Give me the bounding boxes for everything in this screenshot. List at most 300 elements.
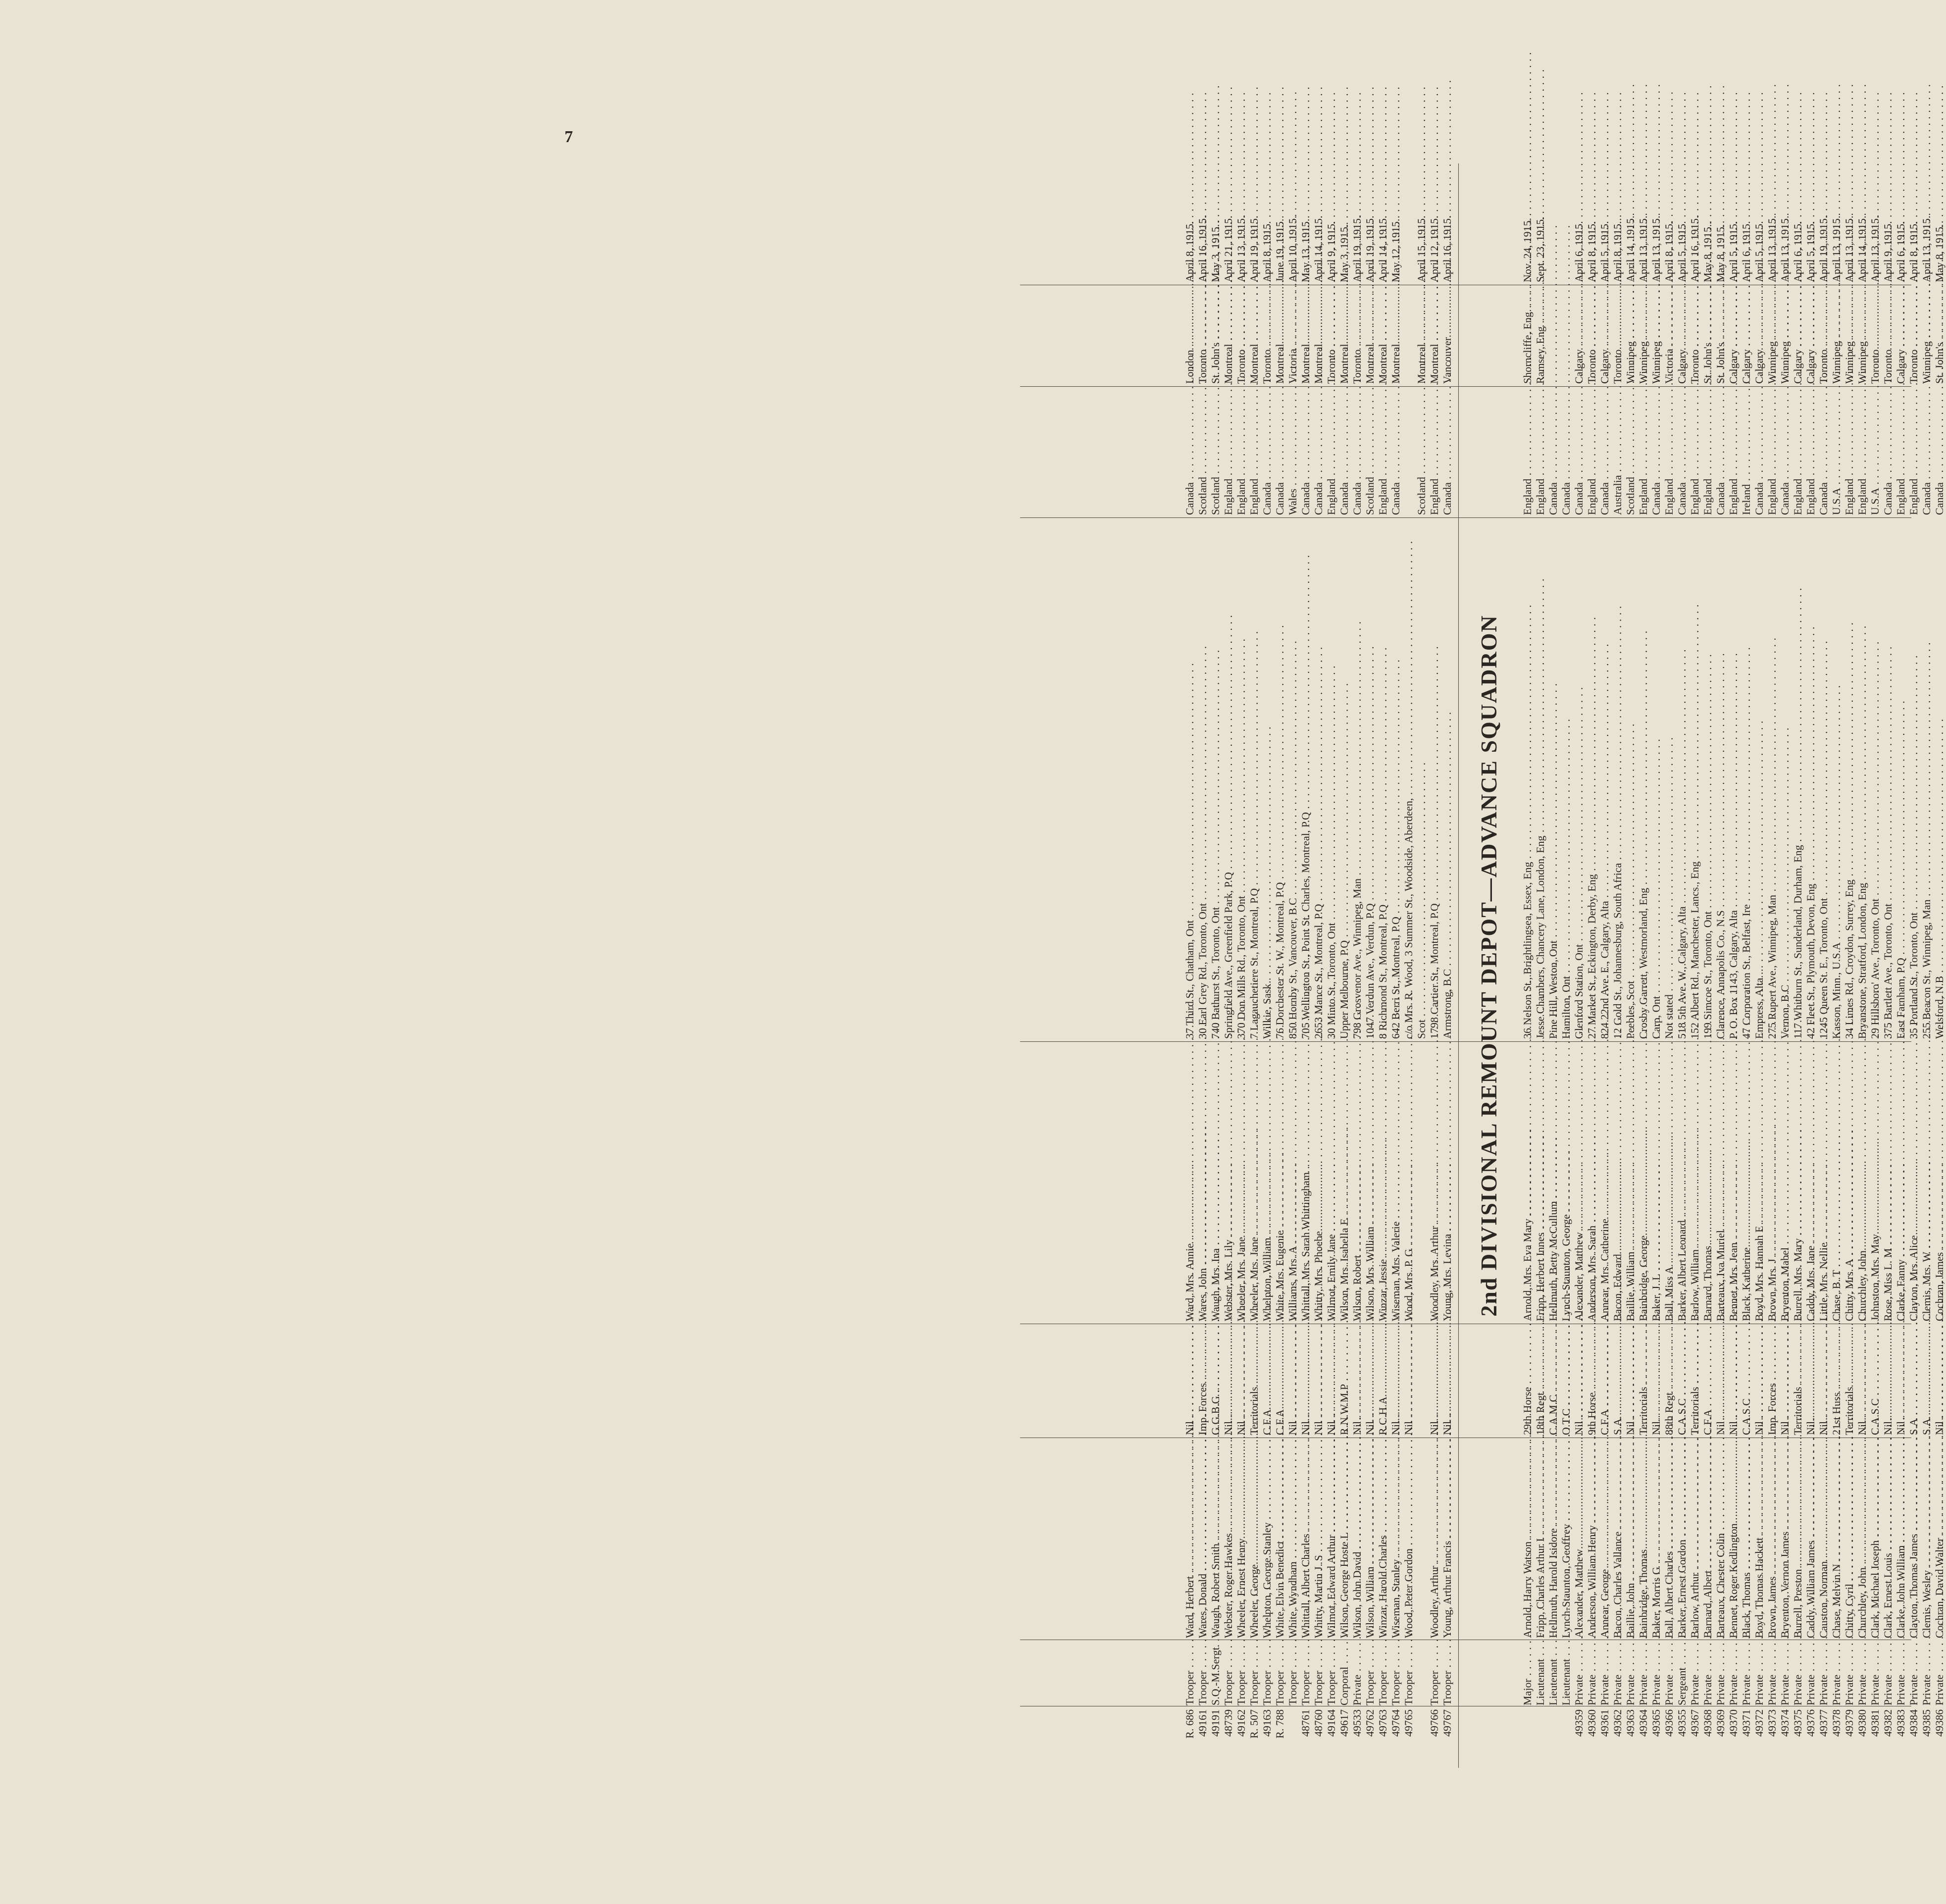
section-rule: [1458, 163, 1459, 1768]
cell-num: 48761: [1299, 1709, 1312, 1737]
table-row: [1727, 163, 1740, 1768]
page-number: 7: [564, 128, 573, 146]
cell-date: April 5, 1915.: [1598, 221, 1611, 282]
table-row: [1521, 163, 1534, 1768]
cell-enl: Montreal . . .: [1389, 287, 1402, 384]
cell-unit: Nil . . .: [1389, 1326, 1402, 1435]
table-row: [1209, 163, 1222, 1768]
cell-unit: 9th Horse . . .: [1586, 1326, 1598, 1435]
cell-date: April 19, 1915.: [1248, 215, 1260, 282]
cell-date: April 5, 1915.: [1676, 221, 1688, 282]
cell-date: April 19, 1915.: [1817, 215, 1830, 282]
section-heading: 2nd DIVISIONAL REMOUNT DEPOT—ADVANCE SQUADRON: [1476, 615, 1501, 1317]
cell-addr: Jesse Chambers, Chancery Lane, London, Eng . . .: [1534, 519, 1547, 1039]
cell-kin: Caddy, Mrs. Jane . . .: [1804, 1046, 1817, 1321]
cell-date: April 16, 1915.: [1441, 215, 1453, 282]
cell-name: Black, Thomas . . .: [1740, 1445, 1753, 1638]
cell-addr: 117 Whitburn St., Sunderland, Durham, Eng . . .: [1792, 519, 1804, 1039]
cell-born: England . . .: [1222, 389, 1235, 515]
cell-born: England . . .: [1534, 389, 1547, 515]
cell-name: Bainbridge, Thomas . . .: [1637, 1445, 1650, 1638]
cell-kin: Johnston, Mrs. May . . .: [1869, 1046, 1882, 1321]
table-row: [1714, 163, 1727, 1768]
cell-name: Cochran, David Walter . . .: [1933, 1445, 1946, 1638]
cell-name: Wiseman, Stanley . . .: [1389, 1445, 1402, 1638]
cell-date: April 6, 1915.: [1792, 221, 1804, 282]
cell-date: April 19, 1915.: [1351, 215, 1363, 282]
table-row: [1573, 163, 1586, 1768]
cell-addr: 740 Bathurst St., Toronto, Ont . . .: [1209, 519, 1222, 1039]
cell-num: 49763: [1377, 1709, 1389, 1737]
cell-num: 49373: [1766, 1709, 1778, 1737]
cell-addr: Not stated . . .: [1663, 519, 1676, 1039]
cell-kin: Baillie, William . . .: [1624, 1046, 1637, 1321]
cell-born: U.S.A . . .: [1869, 389, 1882, 515]
cell-name: Clark, Michael Joseph . . .: [1869, 1445, 1882, 1638]
cell-name: Bennet, Roger Kedlington . . .: [1727, 1445, 1740, 1638]
cell-num: 49384: [1907, 1709, 1920, 1737]
cell-unit: Nil . . .: [1714, 1326, 1727, 1435]
cell-date: April 5, 1915.: [1753, 221, 1765, 282]
cell-date: April 13, 1915.: [1766, 215, 1778, 282]
cell-name: Churchley, John . . .: [1856, 1445, 1869, 1638]
cell-date: April 5, 1915.: [1804, 221, 1817, 282]
cell-addr: Welsford, N.B . . .: [1933, 519, 1946, 1039]
cell-name: Annear, George . . .: [1598, 1445, 1611, 1638]
table-row: [1183, 163, 1196, 1768]
cell-num: 49380: [1856, 1709, 1868, 1737]
cell-date: April 13, 1915.: [1235, 215, 1247, 282]
cell-addr: Scot . . .: [1415, 519, 1428, 1039]
cell-enl: St. John's . . .: [1701, 287, 1714, 384]
cell-unit: Nil . . .: [1650, 1326, 1663, 1435]
table-group-1: [1183, 163, 1454, 1768]
cell-enl: Winnipeg . . .: [1766, 287, 1779, 384]
cell-enl: Toronto . . .: [1882, 287, 1895, 384]
cell-addr: Clarence, Annapolis Co., N.S . . .: [1714, 519, 1727, 1039]
cell-name: Brown, James . . .: [1766, 1445, 1779, 1638]
cell-name: Clemis, Wesley . . .: [1920, 1445, 1933, 1638]
cell-rank: Trooper . . .: [1402, 1641, 1415, 1705]
cell-name: Burrell, Preston . . .: [1792, 1445, 1804, 1638]
cell-rank: Private . . .: [1907, 1641, 1920, 1705]
cell-name: Barteaux, Chester Colin . . .: [1714, 1445, 1727, 1638]
cell-enl: Calgary . . .: [1598, 287, 1611, 384]
cell-kin: Bryenton, Mabel . . .: [1779, 1046, 1792, 1321]
cell-rank: Private . . .: [1650, 1641, 1663, 1705]
cell-kin: Barlow, William . . .: [1689, 1046, 1701, 1321]
cell-date: May 8, 1915.: [1714, 224, 1727, 282]
cell-addr: 1798 Cartier St., Montreal, P.Q . . .: [1428, 519, 1441, 1039]
cell-born: Canada . . .: [1261, 389, 1274, 515]
cell-addr: Empress, Alta . . .: [1753, 519, 1766, 1039]
cell-rank: Trooper . . .: [1299, 1641, 1312, 1705]
cell-date: April 8, 1915.: [1907, 221, 1920, 282]
cell-addr: 375 Bartlett Ave., Toronto, Ont . . .: [1882, 519, 1895, 1039]
table-row: [1222, 163, 1235, 1768]
cell-kin: Wilson, Robert . . .: [1351, 1046, 1364, 1321]
cell-kin: Brown, Mrs. J . . .: [1766, 1046, 1779, 1321]
cell-rank: Trooper . . .: [1274, 1641, 1286, 1705]
cell-kin: Wood, Mrs. P. G . . .: [1402, 1046, 1415, 1321]
cell-enl: Victoria . . .: [1663, 287, 1676, 384]
cell-born: Canada . . .: [1547, 389, 1560, 515]
table-row: [1856, 163, 1869, 1768]
cell-addr: 642 Berri St., Montreal, P.Q . . .: [1389, 519, 1402, 1039]
table-row: [1920, 163, 1933, 1768]
table-row: [1338, 163, 1351, 1768]
cell-num: 49372: [1753, 1709, 1765, 1737]
cell-enl: Toronto . . .: [1689, 287, 1701, 384]
cell-name: Fripp, Charles Arthur I . . .: [1534, 1445, 1547, 1638]
cell-name: Bryenton, Vernon James . . .: [1779, 1445, 1792, 1638]
cell-unit: Nil . . .: [1286, 1326, 1299, 1435]
table-row: [1753, 163, 1766, 1768]
cell-date: April 14, 1915.: [1377, 215, 1389, 282]
cell-addr: Wilkie, Sask . . .: [1261, 519, 1274, 1039]
cell-unit: G.G.B.G . . .: [1209, 1326, 1222, 1435]
cell-kin: Barker, Albert Leonard . . .: [1676, 1046, 1689, 1321]
cell-unit: C.A.M.C . . .: [1547, 1326, 1560, 1435]
cell-enl: Toronto . . .: [1611, 287, 1624, 384]
cell-born: Australia . . .: [1611, 389, 1624, 515]
cell-born: England . . .: [1766, 389, 1779, 515]
cell-born: England . . .: [1856, 389, 1869, 515]
cell-born: England . . .: [1895, 389, 1907, 515]
cell-num: 49378: [1830, 1709, 1843, 1737]
cell-name: Causton, Norman . . .: [1817, 1445, 1830, 1638]
cell-date: April 13, 1915.: [1779, 215, 1791, 282]
cell-born: England . . .: [1586, 389, 1598, 515]
cell-date: April 13, 1915.: [1843, 215, 1855, 282]
cell-enl: Montreal . . .: [1312, 287, 1325, 384]
cell-unit: Nil . . .: [1727, 1326, 1740, 1435]
cell-unit: Nil . . .: [1364, 1326, 1377, 1435]
cell-date: April 8, 1915.: [1261, 221, 1273, 282]
cell-kin: Whittall, Mrs. Sarah Whittingham . . .: [1299, 1046, 1312, 1321]
cell-rank: Private . . .: [1351, 1641, 1364, 1705]
cell-num: 49381: [1869, 1709, 1881, 1737]
cell-enl: Calgary . . .: [1804, 287, 1817, 384]
cell-unit: 88th Regt . . .: [1663, 1326, 1676, 1435]
cell-addr: 1047 Verdun Ave., Verdun, P.Q . . .: [1364, 519, 1377, 1039]
cell-rank: Private . . .: [1573, 1641, 1586, 1705]
cell-rank: Private . . .: [1740, 1641, 1753, 1705]
cell-name: Lynch-Staunton, Geoffrey . . .: [1560, 1445, 1573, 1638]
cell-addr: 370 Don Mills Rd., Toronto, Ont . . .: [1235, 519, 1248, 1039]
cell-name: Whelpton, George Stanley . . .: [1261, 1445, 1274, 1638]
cell-unit: 29th Horse . . .: [1521, 1326, 1534, 1435]
cell-born: England . . .: [1521, 389, 1534, 515]
cell-kin: Black, Katherine . . .: [1740, 1046, 1753, 1321]
cell-addr: 76 Dorchester St. W., Montreal, P.Q . . .: [1274, 519, 1286, 1039]
cell-rank: Private . . .: [1701, 1641, 1714, 1705]
table-row: [1235, 163, 1248, 1768]
table-row: [1933, 163, 1946, 1768]
cell-num: 49767: [1441, 1709, 1453, 1737]
cell-kin: Wilmot, Emily Jane . . .: [1325, 1046, 1338, 1321]
cell-kin: Anderson, Mrs. Sarah . . .: [1586, 1046, 1598, 1321]
cell-enl: Calgary . . .: [1792, 287, 1804, 384]
cell-born: England . . .: [1377, 389, 1389, 515]
cell-rank: S.Q.-M.Sergt. . . .: [1209, 1641, 1222, 1705]
cell-date: April 12, 1915.: [1428, 215, 1440, 282]
cell-unit: Nil . . .: [1299, 1326, 1312, 1435]
cell-born: Canada . . .: [1779, 389, 1792, 515]
cell-unit: Territorials . . .: [1689, 1326, 1701, 1435]
table-row: [1441, 163, 1454, 1768]
cell-unit: Nil . . .: [1183, 1326, 1196, 1435]
cell-enl: Calgary . . .: [1573, 287, 1586, 384]
cell-date: April 14, 1915.: [1856, 215, 1868, 282]
cell-date: April 10, 1915.: [1286, 215, 1299, 282]
cell-name: Hellmuth, Harold Isidore . . .: [1547, 1445, 1560, 1638]
cell-unit: Imp. Forces . . .: [1766, 1326, 1779, 1435]
cell-enl: Winnipeg . . .: [1843, 287, 1856, 384]
cell-name: Woodley, Arthur . . .: [1428, 1445, 1441, 1638]
cell-unit: Nil . . .: [1856, 1326, 1869, 1435]
cell-enl: Winnipeg . . .: [1650, 287, 1663, 384]
cell-addr: Pine Hill, Weston, Ont . . .: [1547, 519, 1560, 1039]
cell-unit: Nil . . .: [1235, 1326, 1248, 1435]
cell-name: Baillie, John . . .: [1624, 1445, 1637, 1638]
cell-num: 49386: [1933, 1709, 1946, 1737]
cell-born: England . . .: [1792, 389, 1804, 515]
cell-born: Canada . . .: [1389, 389, 1402, 515]
rotated-page-content: [1020, 163, 1946, 1768]
cell-unit: C.A.S.C . . .: [1740, 1326, 1753, 1435]
cell-unit: C.A.S.C . . .: [1869, 1326, 1882, 1435]
cell-unit: Nil . . .: [1325, 1326, 1338, 1435]
cell-enl: Montreal . . .: [1338, 287, 1351, 384]
cell-date: May 8, 1915.: [1933, 224, 1946, 282]
cell-kin: Williams, Mrs. A . . .: [1286, 1046, 1299, 1321]
cell-num: 49385: [1920, 1709, 1933, 1737]
cell-enl: Winnipeg . . .: [1624, 287, 1637, 384]
cell-date: April 14, 1915.: [1312, 215, 1325, 282]
cell-enl: London . . .: [1183, 287, 1196, 384]
cell-born: Wales . . .: [1286, 389, 1299, 515]
cell-enl: Ramsey, Eng . . .: [1534, 287, 1547, 384]
cell-date: April 8, 1915.: [1586, 221, 1598, 282]
cell-rank: Private . . .: [1882, 1641, 1895, 1705]
cell-num: 49364: [1637, 1709, 1649, 1737]
cell-name: Barlow, Arthur . . .: [1689, 1445, 1701, 1638]
cell-num: 49766: [1428, 1709, 1440, 1737]
cell-date: Nov. 24, 1915.: [1521, 218, 1534, 282]
cell-addr: 798 Grosvenor Ave., Winnipeg, Man . . .: [1351, 519, 1364, 1039]
cell-enl: Montreal . . .: [1274, 287, 1286, 384]
cell-kin: Bennet, Mrs. Jean . . .: [1727, 1046, 1740, 1321]
cell-rank: Private . . .: [1920, 1641, 1933, 1705]
cell-date: April 6, 1915.: [1895, 221, 1907, 282]
cell-kin: Young, Mrs. Levina . . .: [1441, 1046, 1454, 1321]
cell-num: 49362: [1611, 1709, 1624, 1737]
cell-rank: Private . . .: [1624, 1641, 1637, 1705]
cell-enl: Montreal . . .: [1222, 287, 1235, 384]
cell-unit: Nil . . .: [1779, 1326, 1792, 1435]
cell-rank: Private . . .: [1766, 1641, 1779, 1705]
table-row: [1779, 163, 1792, 1768]
cell-unit: R.N.W.M.P . . .: [1338, 1326, 1351, 1435]
cell-date: April 8, 1915.: [1183, 221, 1196, 282]
cell-enl: Calgary . . .: [1753, 287, 1766, 384]
cell-name: Winzar, Harold Charles . . .: [1377, 1445, 1389, 1638]
cell-rank: Sergeant . . .: [1676, 1641, 1689, 1705]
cell-rank: Trooper . . .: [1325, 1641, 1338, 1705]
cell-addr: Bryanstone, Stratford, London, Eng . . .: [1856, 519, 1869, 1039]
cell-enl: St. John's . . .: [1714, 287, 1727, 384]
cell-rank: Private . . .: [1637, 1641, 1650, 1705]
cell-date: May 12, 1915.: [1389, 218, 1402, 282]
cell-rank: Trooper . . .: [1235, 1641, 1248, 1705]
table-row: [1817, 163, 1830, 1768]
table-row: [1325, 163, 1338, 1768]
cell-date: April 8, 1915.: [1611, 221, 1624, 282]
cell-kin: Woodley, Mrs. Arthur . . .: [1428, 1046, 1441, 1321]
cell-addr: Armstrong, B.C . . .: [1441, 519, 1454, 1039]
cell-addr: 255 Beacon St., Winnipeg, Man . . .: [1920, 519, 1933, 1039]
cell-addr: 824 22nd Ave. E., Calgary, Alta . . .: [1598, 519, 1611, 1039]
cell-born: England . . .: [1663, 389, 1676, 515]
table-row: [1534, 163, 1547, 1768]
cell-num: 49191: [1209, 1709, 1222, 1737]
cell-name: White, Elvin Benedict . . .: [1274, 1445, 1286, 1638]
cell-kin: Burrell, Mrs. Mary . . .: [1792, 1046, 1804, 1321]
cell-kin: Wiseman, Mrs. Valerie . . .: [1389, 1046, 1402, 1321]
cell-num: 49371: [1740, 1709, 1752, 1737]
cell-born: England . . .: [1689, 389, 1701, 515]
cell-rank: Trooper . . .: [1377, 1641, 1389, 1705]
cell-addr: c/o Mrs. R. Wood, 3 Summer St., Woodside, Aberdeen, . . .: [1402, 519, 1415, 1039]
cell-num: 49368: [1701, 1709, 1714, 1737]
cell-born: England . . .: [1804, 389, 1817, 515]
cell-unit: 21st Huss . . .: [1830, 1326, 1843, 1435]
cell-rank: Trooper . . .: [1183, 1641, 1196, 1705]
table-row: [1377, 163, 1389, 1768]
cell-num: 49355: [1676, 1709, 1688, 1737]
cell-enl: Montreal . . .: [1428, 287, 1441, 384]
cell-num: 49765: [1402, 1709, 1415, 1737]
table-row: [1196, 163, 1209, 1768]
table-row: [1766, 163, 1779, 1768]
cell-born: Canada . . .: [1817, 389, 1830, 515]
cell-rank: Private . . .: [1792, 1641, 1804, 1705]
cell-num: 49374: [1779, 1709, 1791, 1737]
cell-addr: Springfield Ave., Greenfield Park, P.Q . . .: [1222, 519, 1235, 1039]
cell-unit: Nil . . .: [1351, 1326, 1364, 1435]
cell-addr: 705 Wellington St., Point St. Charles, Montreal, P.Q . . .: [1299, 519, 1312, 1039]
cell-born: Canada . . .: [1441, 389, 1454, 515]
cell-num: R. 507: [1248, 1709, 1260, 1739]
cell-kin: Boyd, Mrs. Hannah E . . .: [1753, 1046, 1766, 1321]
cell-addr: 2653 Mance St., Montreal, P.Q . . .: [1312, 519, 1325, 1039]
cell-rank: Trooper . . .: [1196, 1641, 1209, 1705]
table-group-2: [1521, 163, 1946, 1768]
cell-name: White, Wyndham . . .: [1286, 1445, 1299, 1638]
cell-kin: Churchley, John . . .: [1856, 1046, 1869, 1321]
cell-unit: Nil . . .: [1804, 1326, 1817, 1435]
cell-enl: Victoria . . .: [1286, 287, 1299, 384]
cell-name: Ward, Herbert . . .: [1183, 1445, 1196, 1638]
cell-enl: Calgary . . .: [1676, 287, 1689, 384]
cell-kin: Winzar, Jessie . . .: [1377, 1046, 1389, 1321]
cell-date: April 6, 1915.: [1573, 221, 1585, 282]
cell-addr: 30 Minto St., Toronto, Ont . . .: [1325, 519, 1338, 1039]
cell-name: Chitty, Cyril . . .: [1843, 1445, 1856, 1638]
cell-kin: Chase, B. T . . .: [1830, 1046, 1843, 1321]
cell-enl: Calgary . . .: [1895, 287, 1907, 384]
cell-num: 49376: [1804, 1709, 1817, 1737]
cell-addr: 42 Fleet St., Plymouth, Devon, Eng . . .: [1804, 519, 1817, 1039]
cell-date: April 6, 1915.: [1740, 221, 1752, 282]
cell-kin: Whitty, Mrs. Phoebe . . .: [1312, 1046, 1325, 1321]
cell-num: 49369: [1714, 1709, 1727, 1737]
cell-enl: Winnipeg . . .: [1920, 287, 1933, 384]
table-row: [1804, 163, 1817, 1768]
cell-enl: Montreal . . .: [1248, 287, 1261, 384]
cell-num: 49762: [1364, 1709, 1376, 1737]
cell-kin: Waugh, Mrs. Ina . . .: [1209, 1046, 1222, 1321]
cell-date: April 13, 1915.: [1869, 215, 1881, 282]
cell-date: June 19, 1915.: [1274, 218, 1286, 282]
cell-date: April 13, 1915.: [1637, 215, 1649, 282]
cell-unit: C.F.A . . .: [1274, 1326, 1286, 1435]
cell-kin: White, Mrs. Eugenie . . .: [1274, 1046, 1286, 1321]
cell-rank: Private . . .: [1663, 1641, 1676, 1705]
cell-unit: Nil . . .: [1624, 1326, 1637, 1435]
cell-addr: 29 Hillsboro' Ave., Toronto, Ont . . .: [1869, 519, 1882, 1039]
cell-name: Caddy, William James . . .: [1804, 1445, 1817, 1638]
cell-name: Anderson, William Henry . . .: [1586, 1445, 1598, 1638]
cell-unit: Nil . . .: [1933, 1326, 1946, 1435]
cell-num: 49161: [1196, 1709, 1209, 1737]
cell-rank: Trooper . . .: [1312, 1641, 1325, 1705]
table-row: [1869, 163, 1882, 1768]
cell-kin: Baker, J. L . . .: [1650, 1046, 1663, 1321]
cell-kin: Clayton, Mrs. Alice . . .: [1907, 1046, 1920, 1321]
cell-born: England . . .: [1235, 389, 1248, 515]
table-row: [1428, 163, 1441, 1768]
cell-addr: Glenford Station, Ont . . .: [1573, 519, 1586, 1039]
cell-born: England . . .: [1637, 389, 1650, 515]
cell-name: Bacon, Charles Vallance . . .: [1611, 1445, 1624, 1638]
cell-born: Canada . . .: [1299, 389, 1312, 515]
cell-kin: Clarke, Fanny . . .: [1895, 1046, 1907, 1321]
cell-rank: Lieutenant . . .: [1547, 1641, 1560, 1705]
cell-unit: Nil . . .: [1817, 1326, 1830, 1435]
cell-kin: Wheeler, Mrs. Jane . . .: [1248, 1046, 1261, 1321]
table-row: [1882, 163, 1895, 1768]
cell-born: Canada . . .: [1560, 389, 1573, 515]
cell-name: Waugh, Robert Smith . . .: [1209, 1445, 1222, 1638]
cell-num: 49375: [1792, 1709, 1804, 1737]
cell-name: Arnold, Harry Watson . . .: [1521, 1445, 1534, 1638]
cell-rank: Private . . .: [1714, 1641, 1727, 1705]
table-row: [1364, 163, 1377, 1768]
cell-rank: Trooper . . .: [1261, 1641, 1274, 1705]
cell-name: Wares, Donald . . .: [1196, 1445, 1209, 1638]
cell-addr: 27 Market St., Eckington, Derby, Eng . . .: [1586, 519, 1598, 1039]
cell-born: Canada . . .: [1338, 389, 1351, 515]
table-row: [1547, 163, 1560, 1768]
cell-kin: Arnold, Mrs. Eva Mary . . .: [1521, 1046, 1534, 1321]
cell-born: England . . .: [1843, 389, 1856, 515]
cell-rank: Trooper . . .: [1364, 1641, 1377, 1705]
cell-enl: Toronto . . .: [1325, 287, 1338, 384]
cell-unit: C.F.A . . .: [1261, 1326, 1274, 1435]
cell-num: 49365: [1650, 1709, 1662, 1737]
